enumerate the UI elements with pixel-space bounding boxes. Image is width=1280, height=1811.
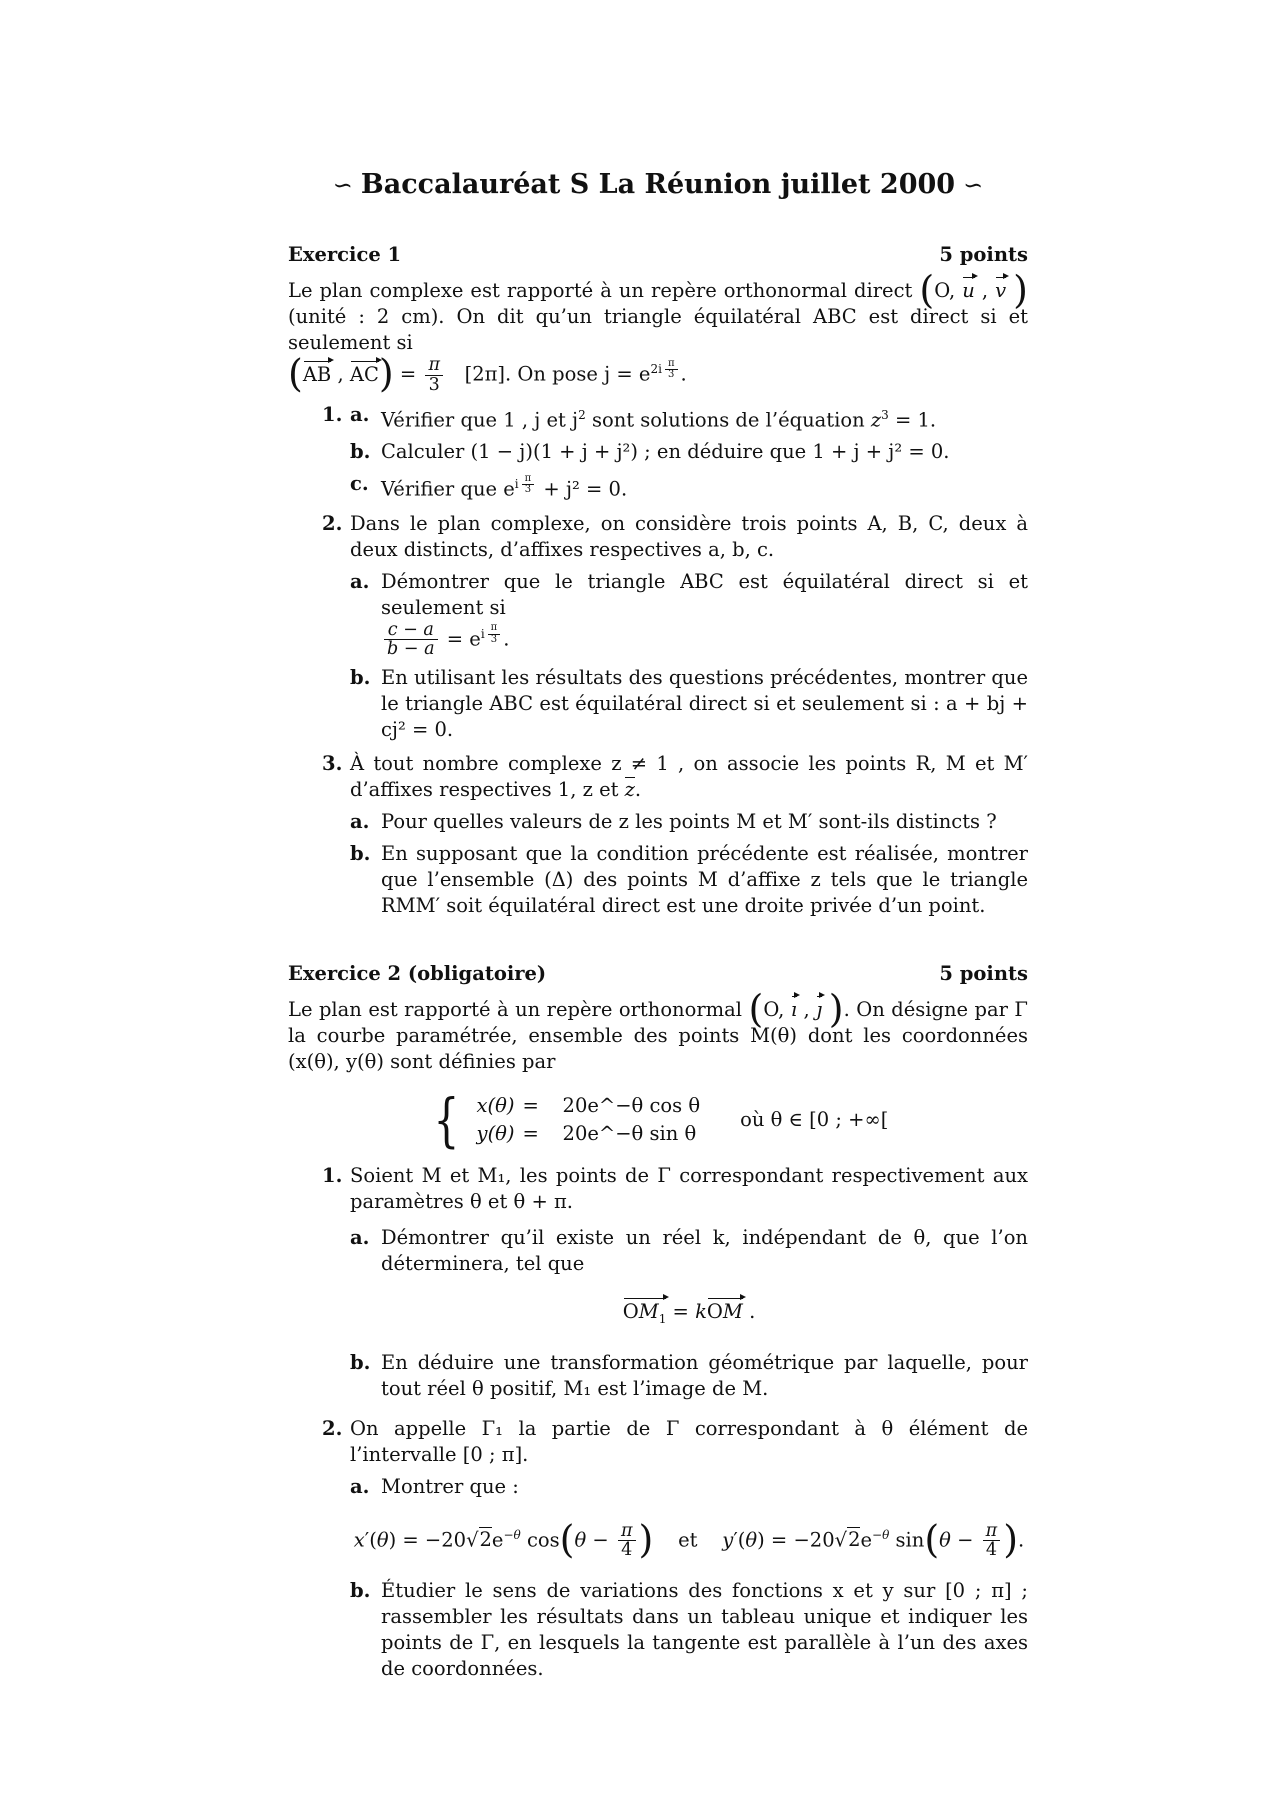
parametric-system: { x(θ) = 20e^−θ cos θ y(θ) = 20e^−θ sin θ où θ ∈ [0 ; +∞[	[433, 1085, 889, 1154]
exercise-2-intro: Le plan est rapporté à un repère orthonormal (O, ı , ȷ ). On désigne par Γ la courbe paramétrée, ensemble des points M(θ) dont les coordonnées (x(θ), y(θ) sont définies par	[288, 986, 1028, 1073]
exercise-1-header	[288, 242, 1028, 268]
exercise-2-points: 5 points	[939, 961, 1028, 985]
ex2-q1-b: b. En déduire une transformation géométrique par laquelle, pour tout réel θ positif, M₁ est l’image de M.	[350, 1350, 1028, 1400]
derivative-formulas: $x'(\theta) = -20√2e^{-\theta}$ cos(θ − $\frac{\pi}{4}$ ) et $y'(\theta) = -20√2e^{-\theta}$ sin(θ − $\frac{\pi}{4}$ ).	[353, 1517, 1025, 1562]
ex1-q1-b: b. Calculer (1 − j)(1 + j + j²) ; en déduire que 1 + j + j² = 0.	[350, 440, 950, 464]
ex1-question-1: 1. a. Vérifier que 1 , j et $j^2$ sont solutions de l’équation $z^3 = 1$. b. Calculer (1 − j)(1 + j + j²) ; en déduire que 1 + j + j² = 0. c. Vérifier que $e^{i \frac{\pi}{3}}$ + j² = 0.	[288, 402, 1028, 503]
ornament-left-icon: ∽	[332, 171, 353, 199]
page-title: ∽ Baccalauréat S La Réunion juillet 2000 ∽	[332, 169, 984, 200]
ex1-q2-a: a. Démontrer que le triangle ABC est équilatéral direct si et seulement si $\frac{c - a}{b - a}$ = $e^{i \frac{\pi}{3}}$ .	[350, 569, 1028, 660]
exercise-1-points: 5 points	[939, 243, 1028, 266]
exercise-2-title: Exercice 2 (obligatoire)	[288, 961, 547, 985]
ex1-q2-b: b. En utilisant les résultats des questions précédentes, montrer que le triangle ABC est équilatéral direct si et seulement si : a + bj + cj² = 0.	[350, 665, 1028, 741]
ex1-question-2: 2. Dans le plan complexe, on considère trois points A, B, C, deux à deux distincts, d’affixes respectives a, b, c. a. Démontrer que le triangle ABC est équilatéral direct si et seulement si $\frac{c - a}{b - a}$ = $e^{i \frac{\pi}{3}}$ . b. En utilisant les résultats des questions précédentes, montrer que le triangle ABC est équilatéral direct si et seulement si : a + bj + cj² = 0.	[322, 511, 1028, 741]
ex1-q3-b: b. En supposant que la condition précédente est réalisée, montrer que l’ensemble (Δ) des points M d’affixe z tels que le triangle RMM′ soit équilatéral direct est une droite privée d’un point.	[350, 841, 1028, 917]
ex2-question-1: 1. Soient M et M₁, les points de Γ correspondant respectivement aux paramètres θ et θ + π. a. Démontrer qu’il existe un réel k, indépendant de θ, que l’on déterminera, tel que $OM_1$ = kOM . b. En déduire une transformation géométrique par laquelle, pour tout réel θ positif, M₁ est l’image de M.	[322, 1163, 1028, 1400]
document-body	[288, 168, 1028, 1682]
ex2-q2-b: b. Étudier le sens de variations des fonctions x et y sur [0 ; π] ; rassembler les résultats dans un tableau unique et indiquer les points de Γ, en lesquels la tangente est parallèle à l’un des axes de coordonnées.	[350, 1578, 1028, 1680]
exercise-1-intro: Le plan complexe est rapporté à un repère orthonormal direct (O, u , v )(unité : 2 cm). On dit qu’un triangle équilatéral ABC est direct si et seulement si (AB , AC) = $\frac{\pi}{3}$ [2π]. On pose $j = e^{2i \frac{\pi}{3}}$ .	[288, 268, 1028, 396]
ex1-question-3: 3. À tout nombre complexe z ≠ 1 , on associe les points R, M et M′ d’affixes respectives 1, z et z. a. Pour quelles valeurs de z les points M et M′ sont-ils distincts ? b. En supposant que la condition précédente est réalisée, montrer que l’ensemble (Δ) des points M d’affixe z tels que le triangle RMM′ soit équilatéral direct est une droite privée d’un point.	[322, 751, 1028, 917]
exercise-2-header	[288, 961, 1028, 987]
ex2-q1-a: a. Démontrer qu’il existe un réel k, indépendant de θ, que l’on déterminera, tel que	[350, 1225, 1028, 1275]
ornament-right-icon: ∽	[963, 171, 984, 199]
ex2-question-2: 2. On appelle Γ₁ la partie de Γ correspondant à θ élément de l’intervalle [0 ; π]. a. Montrer que : $x'(\theta) = -20√2e^{-\theta}$ cos(θ − $\frac{\pi}{4}$ ) et $y'(\theta) = -20√2e^{-\theta}$ sin(θ − $\frac{\pi}{4}$ ). b. Étudier le sens de variations des fonctions x et y sur [0 ; π] ; rassembler les résultats dans un tableau unique et indiquer les points de Γ, en lesquels la tangente est parallèle à l’un des axes de coordonnées.	[322, 1416, 1028, 1680]
exercise-1-title: Exercice 1	[288, 243, 402, 266]
ex1-q1-a: a. Vérifier que 1 , j et $j^2$ sont solutions de l’équation $z^3 = 1$.	[350, 402, 937, 432]
vector-equation: $OM_1$ = kOM .	[350, 1299, 1028, 1332]
ex1-q1-c: c. Vérifier que $e^{i \frac{\pi}{3}}$ + j² = 0.	[350, 472, 628, 501]
ex1-q3-a: a. Pour quelles valeurs de z les points M et M′ sont-ils distincts ?	[350, 809, 997, 833]
ex2-q2-a: a. Montrer que :	[350, 1474, 519, 1498]
